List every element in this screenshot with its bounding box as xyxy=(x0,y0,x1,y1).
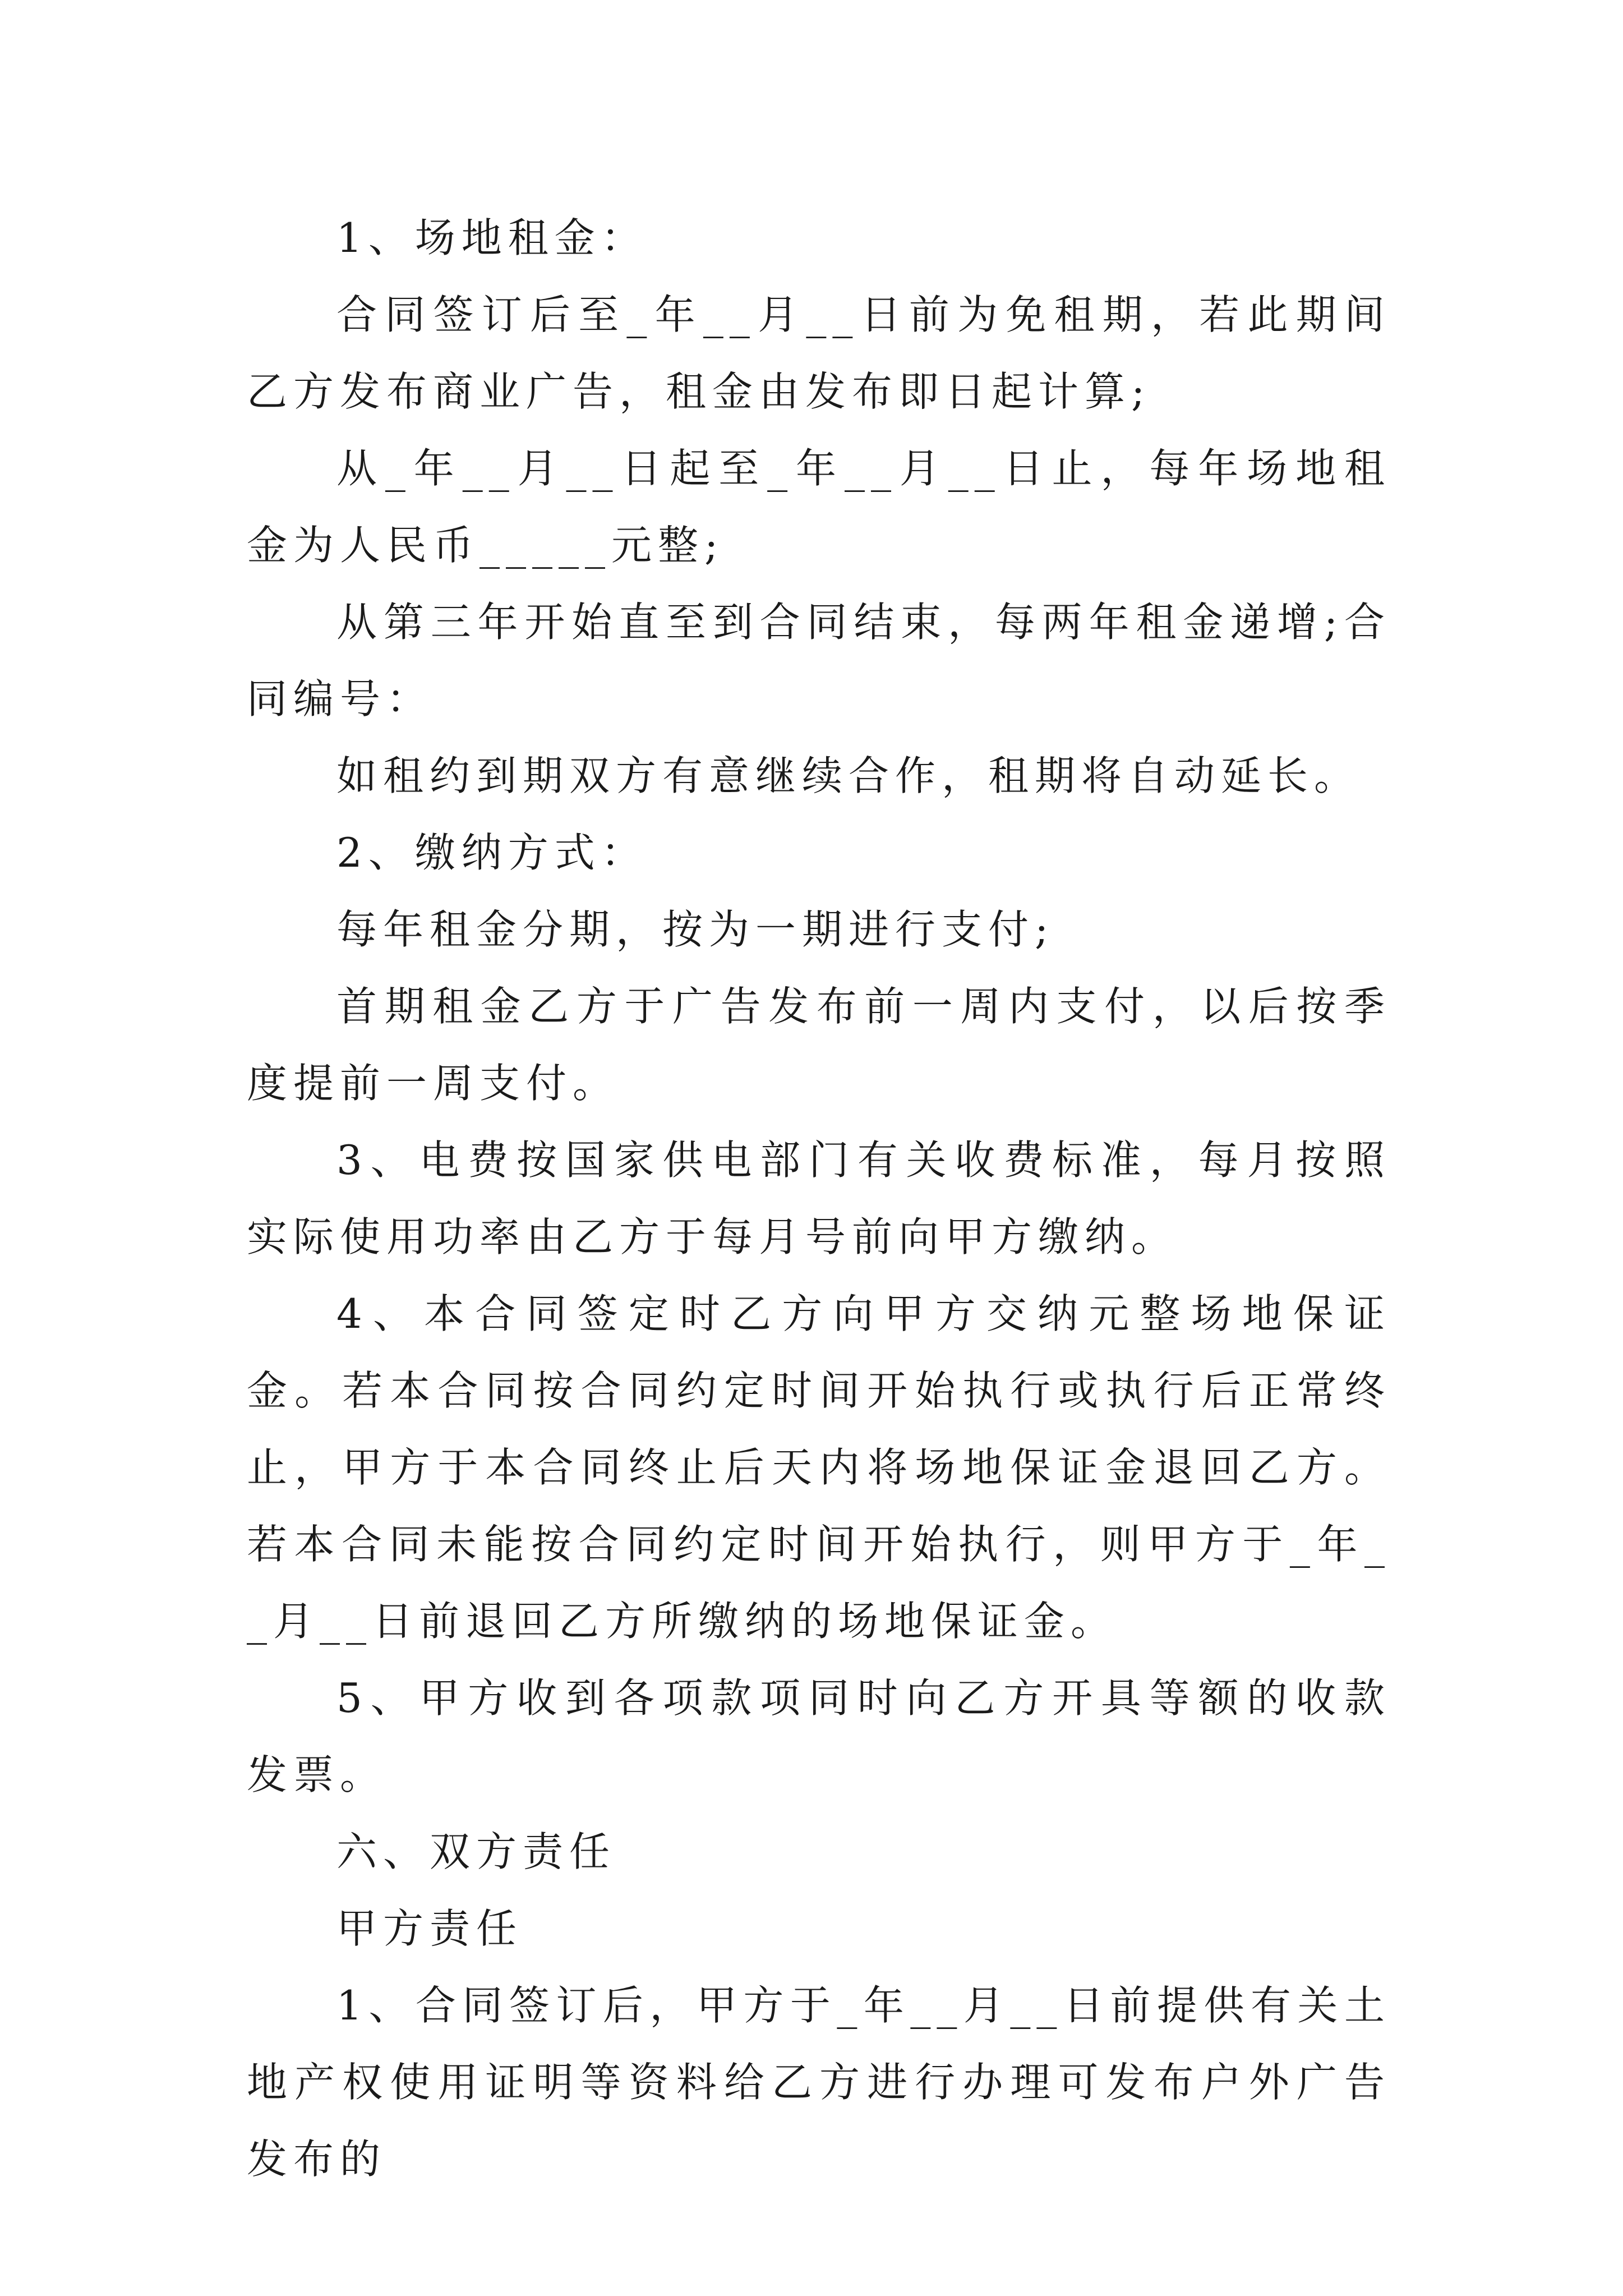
paragraph-invoice: 5、甲方收到各项款项同时向乙方开具等额的收款发票。 xyxy=(247,1674,1391,1798)
paragraph-deposit: 4、本合同签定时乙方向甲方交纳元整场地保证金。若本合同按合同约定时间开始执行或执行后正常终止，甲方于本合同终止后天内将场地保证金退回乙方。若本合同未能按合同约定时间开始执行，则甲方于_年__月__日前退回乙方所缴纳的场地保证金。 xyxy=(247,1290,1391,1645)
paragraph-first-payment: 首期租金乙方于广告发布前一周内支付，以后按季度提前一周支付。 xyxy=(247,983,1391,1107)
paragraph-lease-renewal: 如租约到期双方有意继续合作，租期将自动延长。 xyxy=(336,752,1361,799)
paragraph-electricity-fee: 3、电费按国家供电部门有关收费标准，每月按照实际使用功率由乙方于每月号前向甲方缴纳。 xyxy=(247,1137,1391,1260)
subheading-party-a-responsibilities: 甲方责任 xyxy=(336,1905,523,1952)
paragraph-rent-free-period: 合同签订后至_年__月__日前为免租期，若此期间乙方发布商业广告，租金由发布即日起计算; xyxy=(247,291,1391,415)
paragraph-party-a-documents: 1、合同签订后，甲方于_年__月__日前提供有关土地产权使用证明等资料给乙方进行办理可发布户外广告发布的 xyxy=(247,1982,1391,2183)
paragraph-installments: 每年租金分期，按为一期进行支付; xyxy=(336,906,1055,953)
paragraph-annual-rent: 从_年__月__日起至_年__月__日止，每年场地租金为人民币_____元整; xyxy=(247,445,1391,569)
paragraph-site-rent-heading: 1、场地租金： xyxy=(336,214,648,261)
document-body xyxy=(247,200,1391,2198)
section-heading-responsibilities: 六、双方责任 xyxy=(336,1828,616,1875)
paragraph-payment-method-heading: 2、缴纳方式： xyxy=(336,829,648,876)
paragraph-rent-increase: 从第三年开始直至到合同结束，每两年租金递增;合同编号： xyxy=(247,599,1391,723)
